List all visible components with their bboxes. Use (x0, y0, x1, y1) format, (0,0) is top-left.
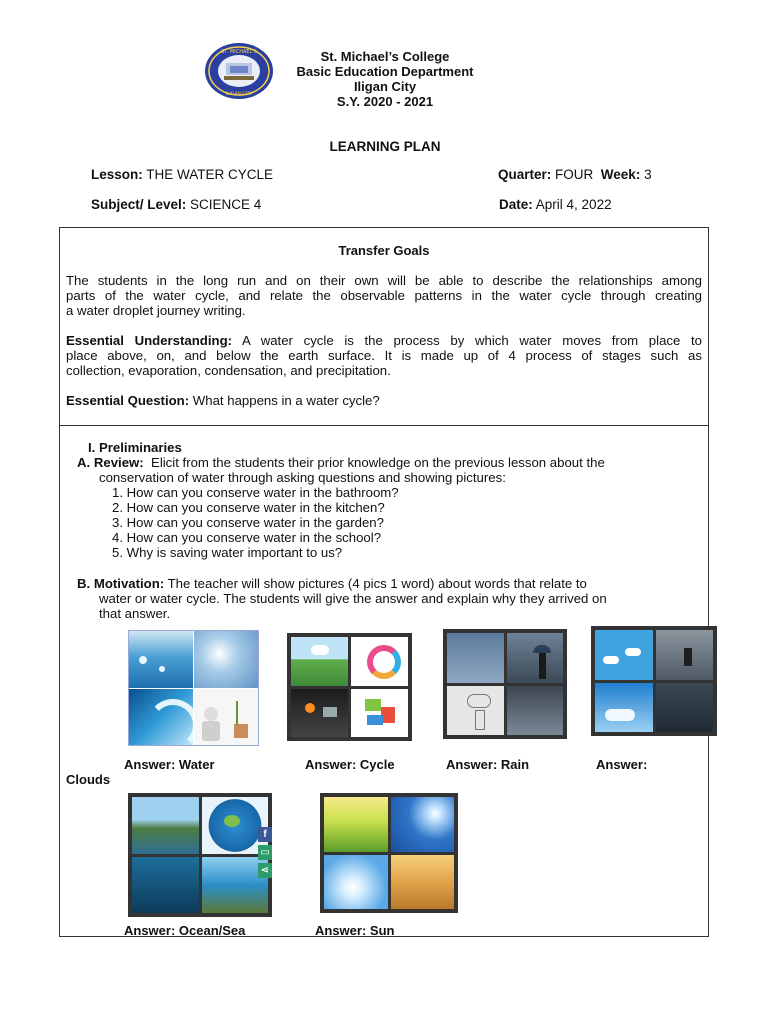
week-label: Week: (600, 167, 641, 182)
quarter-row (498, 167, 652, 182)
eu-line: place above, on, and below the earth surface. It is made up of 4 process of stages such as (66, 348, 702, 363)
subject-label: Subject/ Level: (91, 197, 187, 212)
answer-clouds-label: Answer: (596, 757, 648, 772)
rain-picture-set (443, 629, 567, 739)
question-item: 5. Why is saving water important to us? (112, 545, 343, 560)
preliminaries-heading: I. Preliminaries (88, 440, 182, 455)
week-value: 3 (644, 167, 652, 182)
review-label: A. Review: (77, 455, 144, 470)
department-name: Basic Education Department (296, 64, 474, 79)
quarter-label: Quarter: (498, 167, 552, 182)
city-name: Iligan City (353, 79, 417, 94)
motivation-label: B. Motivation: (77, 576, 165, 591)
motivation-text-3: that answer. (99, 606, 171, 621)
essential-understanding (66, 333, 702, 378)
question-item: 1. How can you conserve water in the bathroom? (112, 485, 399, 500)
paper-clouds-image (595, 630, 653, 680)
svg-text:ST. MICHAEL'S: ST. MICHAEL'S (221, 49, 257, 55)
review-line (77, 455, 707, 470)
eu-line: collection, evaporation, condensation, and precipitation. (66, 363, 391, 378)
engine-cycle-image (291, 689, 348, 738)
eq-label: Essential Question: (66, 393, 190, 408)
question-item: 4. How can you conserve water in the school? (112, 530, 382, 545)
recycle-arrows-image (351, 689, 408, 738)
sun-glare-image (324, 855, 388, 910)
rain-sketch-image (447, 686, 504, 736)
coast-image (132, 797, 199, 854)
sunny-field-image (324, 797, 388, 852)
review-text: Elicit from the students their prior knowledge on the previous lesson about the (151, 455, 605, 470)
eu-label: Essential Understanding: (66, 333, 233, 348)
dark-sea-clouds-image (656, 683, 714, 733)
comment-icon[interactable]: ▭ (258, 845, 272, 860)
section-divider (60, 425, 708, 426)
sun-sky-image (391, 797, 455, 852)
eu-line: A water cycle is the process by which water moves from place to (241, 333, 703, 348)
lesson-value: THE WATER CYCLE (146, 167, 274, 182)
quarter-value: FOUR (555, 167, 594, 182)
date-value: April 4, 2022 (535, 197, 612, 212)
question-item: 3. How can you conserve water in the garden? (112, 515, 384, 530)
water-picture-set (128, 630, 259, 746)
ocean-picture-set (128, 793, 272, 917)
underwater-image (132, 857, 199, 914)
sunset-wheat-image (391, 855, 455, 910)
water-cycle-diagram-image (291, 637, 348, 686)
lesson-label: Lesson: (91, 167, 143, 182)
watering-plant-image (194, 689, 258, 746)
question-list (112, 485, 399, 560)
clouds-picture-set (591, 626, 717, 736)
eq-text: What happens in a water cycle? (192, 393, 380, 408)
sun-picture-set (320, 793, 458, 913)
school-name: St. Michael’s College (320, 49, 450, 64)
rain-puddle-image (507, 686, 564, 736)
motivation-text: The teacher will show pictures (4 pics 1 word) about words that relate to (167, 576, 587, 591)
answer-water: Answer: Water (124, 757, 215, 772)
answer-sun: Answer: Sun (315, 923, 395, 938)
cycle-arrows-image (351, 637, 408, 686)
facebook-icon[interactable]: f (258, 827, 272, 842)
answer-cycle: Answer: Cycle (305, 757, 395, 772)
school-year: S.Y. 2020 - 2021 (336, 94, 434, 109)
lesson-row (91, 167, 273, 182)
subject-row (91, 197, 261, 212)
transfer-goals-text (66, 273, 702, 318)
answer-clouds-value: Clouds (66, 772, 111, 787)
transfer-goals-line: a water droplet journey writing. (66, 303, 246, 318)
review-text-2: conservation of water through asking questions and showing pictures: (99, 470, 506, 485)
answer-rain: Answer: Rain (446, 757, 530, 772)
motivation-text-2: water or water cycle. The students will give the answer and explain why they arrived on (99, 591, 607, 606)
motivation-line (77, 576, 707, 591)
svg-text:ILIGAN CITY: ILIGAN CITY (225, 92, 253, 97)
subject-value: SCIENCE 4 (190, 197, 262, 212)
date-label: Date: (499, 197, 533, 212)
shower-water-image (194, 631, 258, 688)
transfer-goals-line: The students in the long run and on their own will be able to describe the relationships among (66, 273, 702, 288)
transfer-goals-line: parts of the water cycle, and relate the observable patterns in the water cycle through creating (66, 288, 702, 303)
date-row (499, 197, 612, 212)
essential-question (66, 393, 702, 408)
transfer-goals-heading: Transfer Goals (338, 243, 430, 258)
rain-drops-image (447, 633, 504, 683)
answer-ocean-sea: Answer: Ocean/Sea (124, 923, 246, 938)
plan-title: LEARNING PLAN (329, 139, 441, 154)
water-splash-image (129, 631, 193, 688)
share-icon[interactable]: ⋖ (258, 863, 272, 878)
blue-sky-clouds-image (595, 683, 653, 733)
question-item: 2. How can you conserve water in the kitchen? (112, 500, 385, 515)
umbrella-person-image (507, 633, 564, 683)
cycle-picture-set (287, 633, 412, 741)
stormy-man-image (656, 630, 714, 680)
wave-image (129, 689, 193, 746)
